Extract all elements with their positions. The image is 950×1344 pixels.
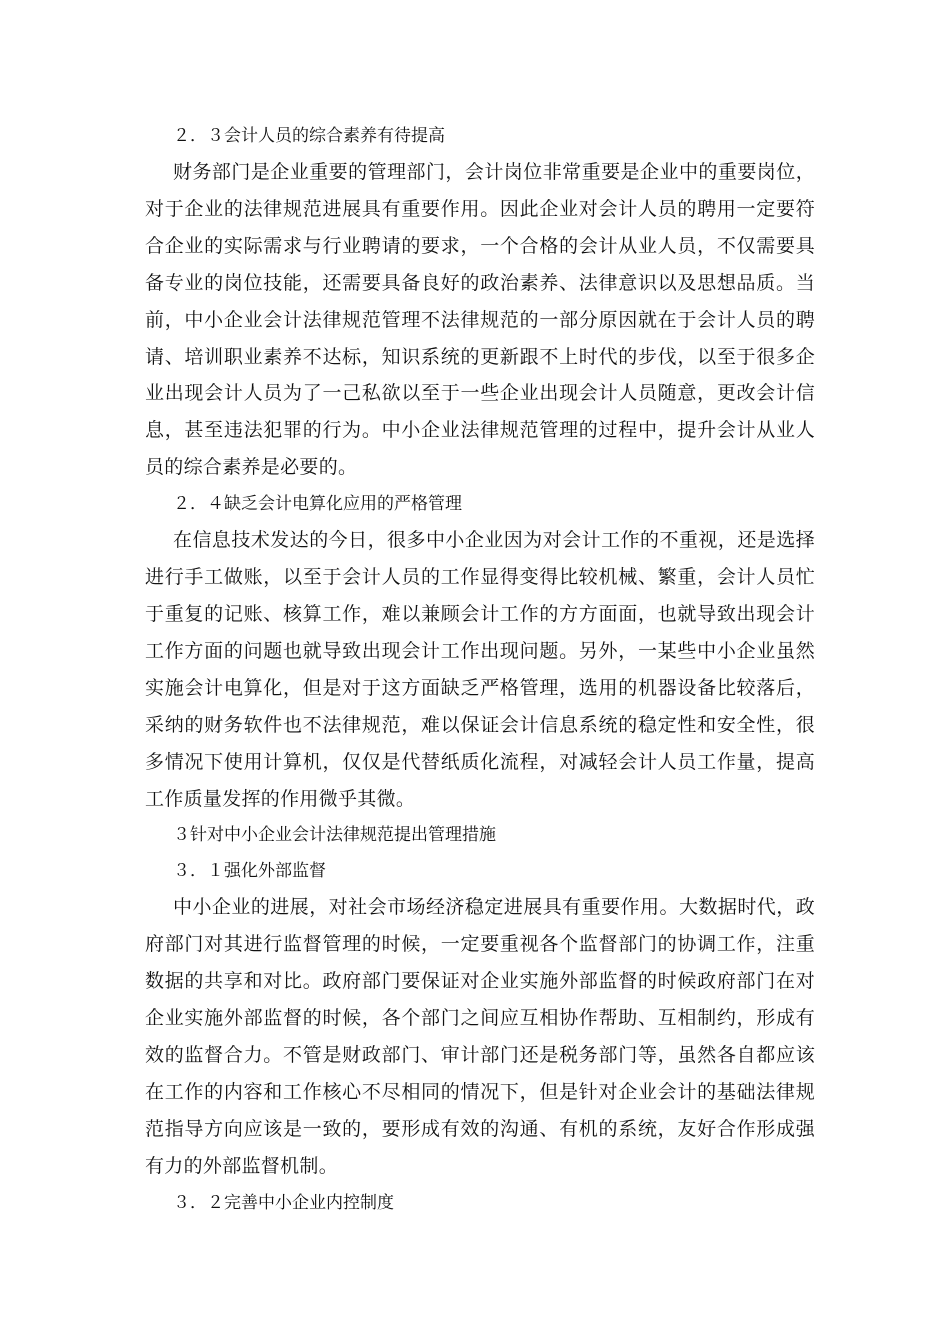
section-heading-3-1: ３．１强化外部监督 [173,861,326,882]
section-heading-3: ３针对中小企业会计法律规范提出管理措施 [173,825,496,846]
paragraph-computerized-accounting: 在信息技术发达的今日，很多中小企业因为对会计工作的不重视，还是选择进行手工做账，以至于会计人员的工作显得变得比较机械、繁重，会计人员忙于重复的记账、核算工作，难以兼顾会计工作的方方面面，也就导致出现会计工作方面的问题也就导致出现会计工作出现问题。另外，一某些中小企业虽然实施会计电算化，但是对于这方面缺乏严格管理，选用的机器设备比较落后，采纳的财务软件也不法律规范，难以保证会计信息系统的稳定性和安全性，很多情况下使用计算机，仅仅是代替纸质化流程，对减轻会计人员工作量，提高工作质量发挥的作用微乎其微。 [145,529,815,810]
paragraph-accounting-staff-quality: 财务部门是企业重要的管理部门，会计岗位非常重要是企业中的重要岗位，对于企业的法律规范进展具有重要作用。因此企业对会计人员的聘用一定要符合企业的实际需求与行业聘请的要求，一个合格的会计从业人员，不仅需要具备专业的岗位技能，还需要具备良好的政治素养、法律意识以及思想品质。当前，中小企业会计法律规范管理不法律规范的一部分原因就在于会计人员的聘请、培训职业素养不达标，知识系统的更新跟不上时代的步伐，以至于很多企业出现会计人员为了一己私欲以至于一些企业出现会计人员随意，更改会计信息，甚至违法犯罪的行为。中小企业法律规范管理的过程中，提升会计从业人员的综合素养是必要的。 [145,161,815,479]
section-heading-3-2: ３．２完善中小企业内控制度 [173,1192,394,1213]
document-page [145,118,815,1221]
paragraph-external-supervision: 中小企业的进展，对社会市场经济稳定进展具有重要作用。大数据时代，政府部门对其进行监督管理的时候，一定要重视各个监督部门的协调工作，注重数据的共享和对比。政府部门要保证对企业实施外部监督的时候政府部门在对企业实施外部监督的时候，各个部门之间应互相协作帮助、互相制约，形成有效的监督合力。不管是财政部门、审计部门还是税务部门等，虽然各自都应该在工作的内容和工作核心不尽相同的情况下，但是针对企业会计的基础法律规范指导方向应该是一致的，要形成有效的沟通、有机的系统，友好合作形成强有力的外部监督机制。 [145,896,815,1177]
section-heading-2-4: ２．４缺乏会计电算化应用的严格管理 [173,494,462,515]
section-heading-2-3: ２．３会计人员的综合素养有待提高 [173,126,445,146]
